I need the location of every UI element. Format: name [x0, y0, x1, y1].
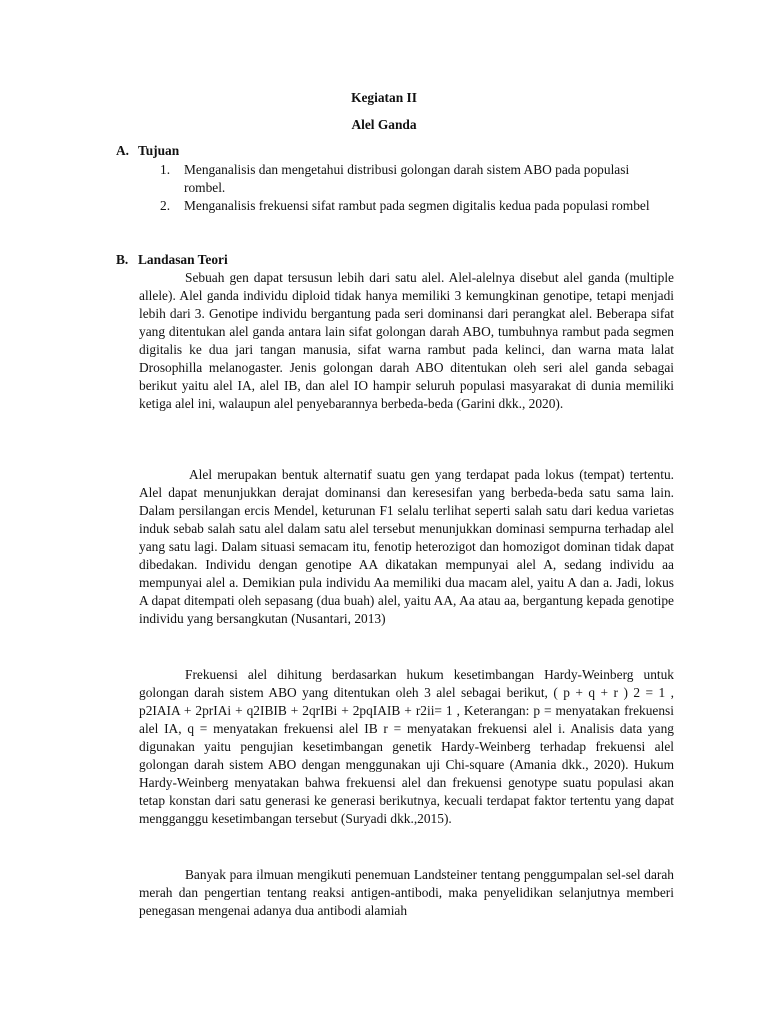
section-a-title: Tujuan [138, 143, 180, 158]
paragraph-2: Alel merupakan bentuk alternatif suatu gen yang terdapat pada lokus (tempat) tertentu. Alel dapat menunjukkan derajat dominansi dan keresesifan yang berbeda-beda satu sama lain. Dalam persilangan ercis Mendel, keturunan F1 selalu terlihat seperti salah satu dari kedua varietas induk sebab salah satu alel dalam satu alel tersebut menunjukkan dominasi sempurna terhadap alel yang satu lagi. Dalam situasi semacam itu, fenotip heterozigot dan homozigot dominan tidak dapat dibedakan. Individu dengan genotipe AA dikatakan mempunyai alel A, sedang individu aa mempunyai alel a. Demikian pula individu Aa memiliki dua macam alel, yaitu A dan a. Jadi, lokus A dapat ditempati oleh sepasang (dua buah) alel, yaitu AA, Aa atau aa, bergantung kepada genotipe individu yang bersangkutan (Nusantari, 2013) [139, 467, 674, 626]
document-subtitle: Alel Ganda [351, 117, 417, 132]
list-item-text: Menganalisis dan mengetahui distribusi golongan darah sistem ABO pada populasi rombel. [184, 162, 630, 195]
section-a-heading [116, 142, 179, 160]
section-b-heading [116, 251, 228, 269]
paragraph-4: Banyak para ilmuan mengikuti penemuan Landsteiner tentang penggumpalan sel-sel darah merah dan pengertian tentang reaksi antigen-antibodi, maka penyelidikan selanjutnya memberi penegasan mengenai adanya dua antibodi alamiah [139, 867, 674, 918]
section-a-letter: A. [116, 143, 130, 158]
list-item-number: 1. [160, 162, 171, 177]
paragraph-1: Sebuah gen dapat tersusun lebih dari satu alel. Alel-alelnya disebut alel ganda (multiple allele). Alel ganda individu diploid tidak hanya memiliki 3 kemungkinan genotipe, tetapi menjadi lebih dari 3. Genotipe individu bergantung pada seri dominansi dari perangkat alel. Beberapa sifat yang ditentukan alel ganda antara lain sifat golongan darah ABO, tumbuhnya rambut pada segmen digitalis ke dua jari tangan manusia, sifat warna rambut pada kelinci, dan warna mata lalat Drosophilla melanogaster. Jenis golongan darah ABO ditentukan oleh seri alel ganda sebagai berikut yaitu alel IA, alel IB, dan alel IO hampir seluruh populasi masyarakat di dunia memiliki ketiga alel ini, walaupun alel penyebarannya berbeda-beda (Garini dkk., 2020). [139, 270, 674, 411]
list-item-text: Menganalisis frekuensi sifat rambut pada segmen digitalis kedua pada populasi rombel [184, 198, 650, 213]
paragraph-3: Frekuensi alel dihitung berdasarkan hukum kesetimbangan Hardy-Weinberg untuk golongan darah sistem ABO yang ditentukan oleh 3 alel sebagai berikut, ( p + q + r ) 2 = 1 , p2IAIA + 2prIAi + q2IBIB + 2qrIBi + 2pqIAIB + r2ii= 1 , Keterangan: p = menyatakan frekuensi alel IA, q = menyatakan frekuensi alel IB r = menyatakan frekuensi alel i. Analisis data yang digunakan yaitu pengujian kesetimbangan genetik Hardy-Weinberg terhadap frekuensi alel golongan darah sistem ABO dengan menggunakan uji Chi-square (Amania dkk., 2020). Hukum Hardy-Weinberg menyatakan bahwa frekuensi alel dan frekuensi genotype suatu populasi akan tetap konstan dari satu generasi ke generasi berikutnya, kecuali terdapat faktor tertentu yang dapat mengganggu kesetimbangan tersebut (Suryadi dkk.,2015). [139, 667, 674, 826]
document-title: Kegiatan II [351, 90, 417, 105]
list-item [160, 161, 660, 197]
list-item [160, 197, 660, 215]
section-b-letter: B. [116, 252, 129, 267]
objectives-list [160, 161, 660, 215]
section-b-title: Landasan Teori [138, 252, 228, 267]
list-item-number: 2. [160, 198, 171, 213]
